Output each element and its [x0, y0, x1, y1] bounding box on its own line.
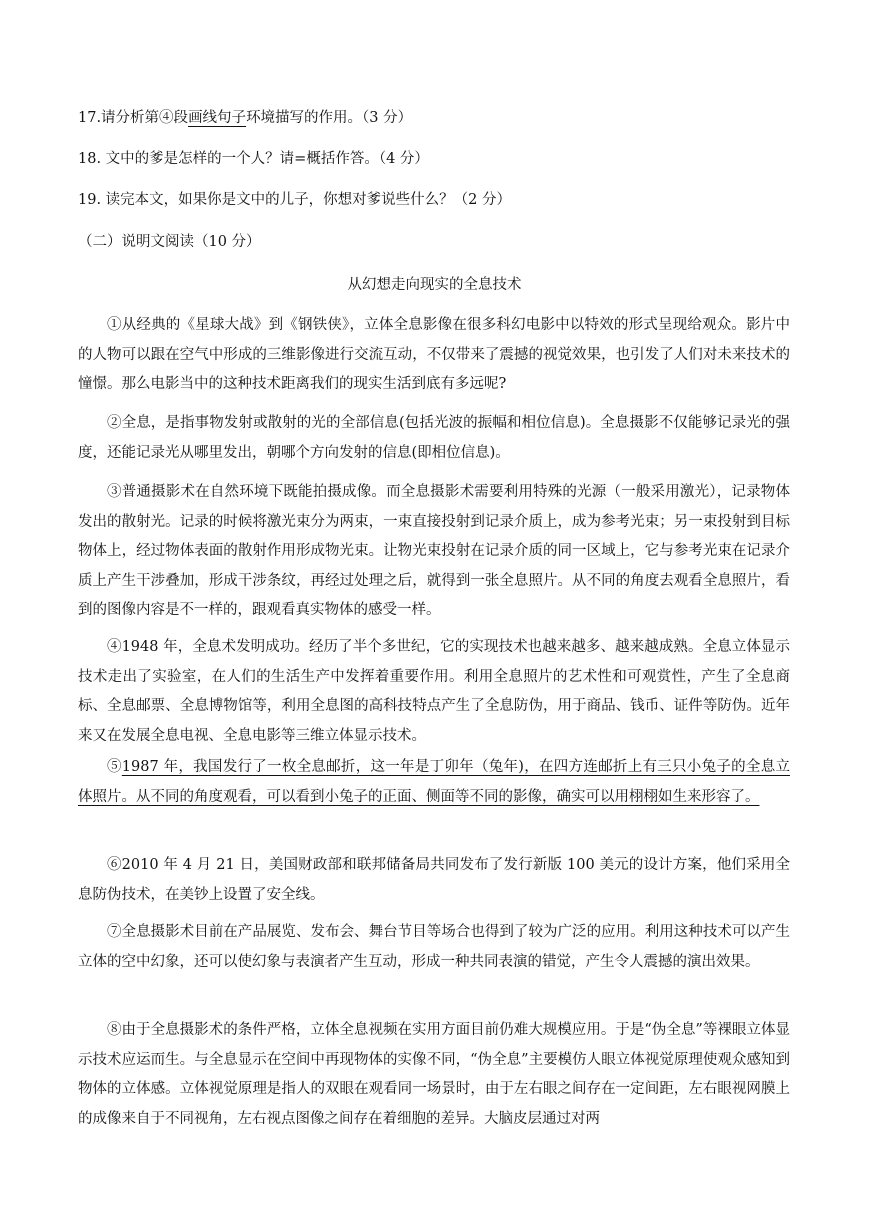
question-18: 18. 文中的爹是怎样的一个人？请=概括作答。（4 分）	[78, 151, 429, 167]
paragraph-5-prefix: ⑤	[107, 759, 122, 775]
question-17	[78, 108, 412, 128]
paragraph-2: ②全息，是指事物发射或散射的光的全部信息(包括光波的振幅和相位信息)。全息摄影不仅能够记录光的强度，还能记录光从哪里发出，朝哪个方向发射的信息(即相位信息)。	[78, 415, 790, 461]
paragraph-3: ③普通摄影术在自然环境下既能拍摄成像。而全息摄影术需要利用特殊的光源（一般采用激光），记录物体发出的散射光。记录的时候将激光束分为两束，一束直接投射到记录介质上，成为参考光束；另一束投射到目标物体上，经过物体表面的散射作用形成物光束。让物光束投射在记录介质的同一区域上，它与参考光束在记录介质上产生干涉叠加，形成干涉条纹，再经过处理之后，就得到一张全息照片。从不同的角度去观看全息照片，看到的图像内容是不一样的，跟观看真实物体的感受一样。	[78, 484, 790, 618]
question-17-prefix: 17.请分析第④段	[78, 110, 189, 126]
paragraph-7: ⑦全息摄影术目前在产品展览、发布会、舞台节目等场合也得到了较为广泛的应用。利用这种技术可以产生立体的空中幻象，还可以使幻象与表演者产生互动，形成一种共同表演的错觉，产生令人震撼的演出效果。	[78, 924, 790, 970]
paragraph-4: ④1948 年，全息术发明成功。经历了半个多世纪，它的实现技术也越来越多、越来越成熟。全息立体显示技术走出了实验室，在人们的生活生产中发挥着重要作用。利用全息照片的艺术性和可观赏性，产生了全息商标、全息邮票、全息博物馆等，利用全息图的高科技特点产生了全息防伪，用于商品、钱币、证件等防伪。近年来又在发展全息电视、全息电影等三维立体显示技术。	[78, 639, 790, 744]
question-17-underlined-text: 画线句子	[188, 110, 247, 126]
question-17-suffix: 环境描写的作用。（3 分）	[246, 110, 413, 126]
paragraph-1: ①从经典的《星球大战》到《钢铁侠》，立体全息影像在很多科幻电影中以特效的形式呈现给观众。影片中的人物可以跟在空气中形成的三维影像进行交流互动，不仅带来了震撼的视觉效果，也引发了人们对未来技术的憧憬。那么电影当中的这种技术距离我们的现实生活到底有多远呢?	[78, 317, 790, 392]
paragraph-5	[78, 753, 790, 812]
paragraph-5-underlined-text: 1987 年，我国发行了一枚全息邮折，这一年是丁卯年（兔年)，在四方连邮折上有三只小兔子的全息立体照片。从不同的角度观看，可以看到小兔子的正面、侧面等不同的影像，确实可以用栩栩如生来形容了。	[78, 759, 790, 805]
article-title: 从幻想走向现实的全息技术	[347, 277, 522, 293]
section-heading: （二）说明文阅读（10 分）	[78, 234, 261, 250]
paragraph-8: ⑧由于全息摄影术的条件严格，立体全息视频在实用方面目前仍难大规模应用。于是“伪全息”等裸眼立体显示技术应运而生。与全息显示在空间中再现物体的实像不同，“伪全息”主要模仿人眼立体视觉原理使观众感知到物体的立体感。立体视觉原理是指人的双眼在观看同一场景时，由于左右眼之间存在一定间距，左右眼视网膜上的成像来自于不同视角，左右视点图像之间存在着细胞的差异。大脑皮层通过对两	[78, 1022, 790, 1127]
question-19: 19. 读完本文，如果你是文中的儿子，你想对爹说些什么？（2 分）	[78, 192, 512, 208]
paragraph-6: ⑥2010 年 4 月 21 日，美国财政部和联邦储备局共同发布了发行新版 100 美元的设计方案，他们采用全息防伪技术，在美钞上设置了安全线。	[78, 857, 790, 903]
